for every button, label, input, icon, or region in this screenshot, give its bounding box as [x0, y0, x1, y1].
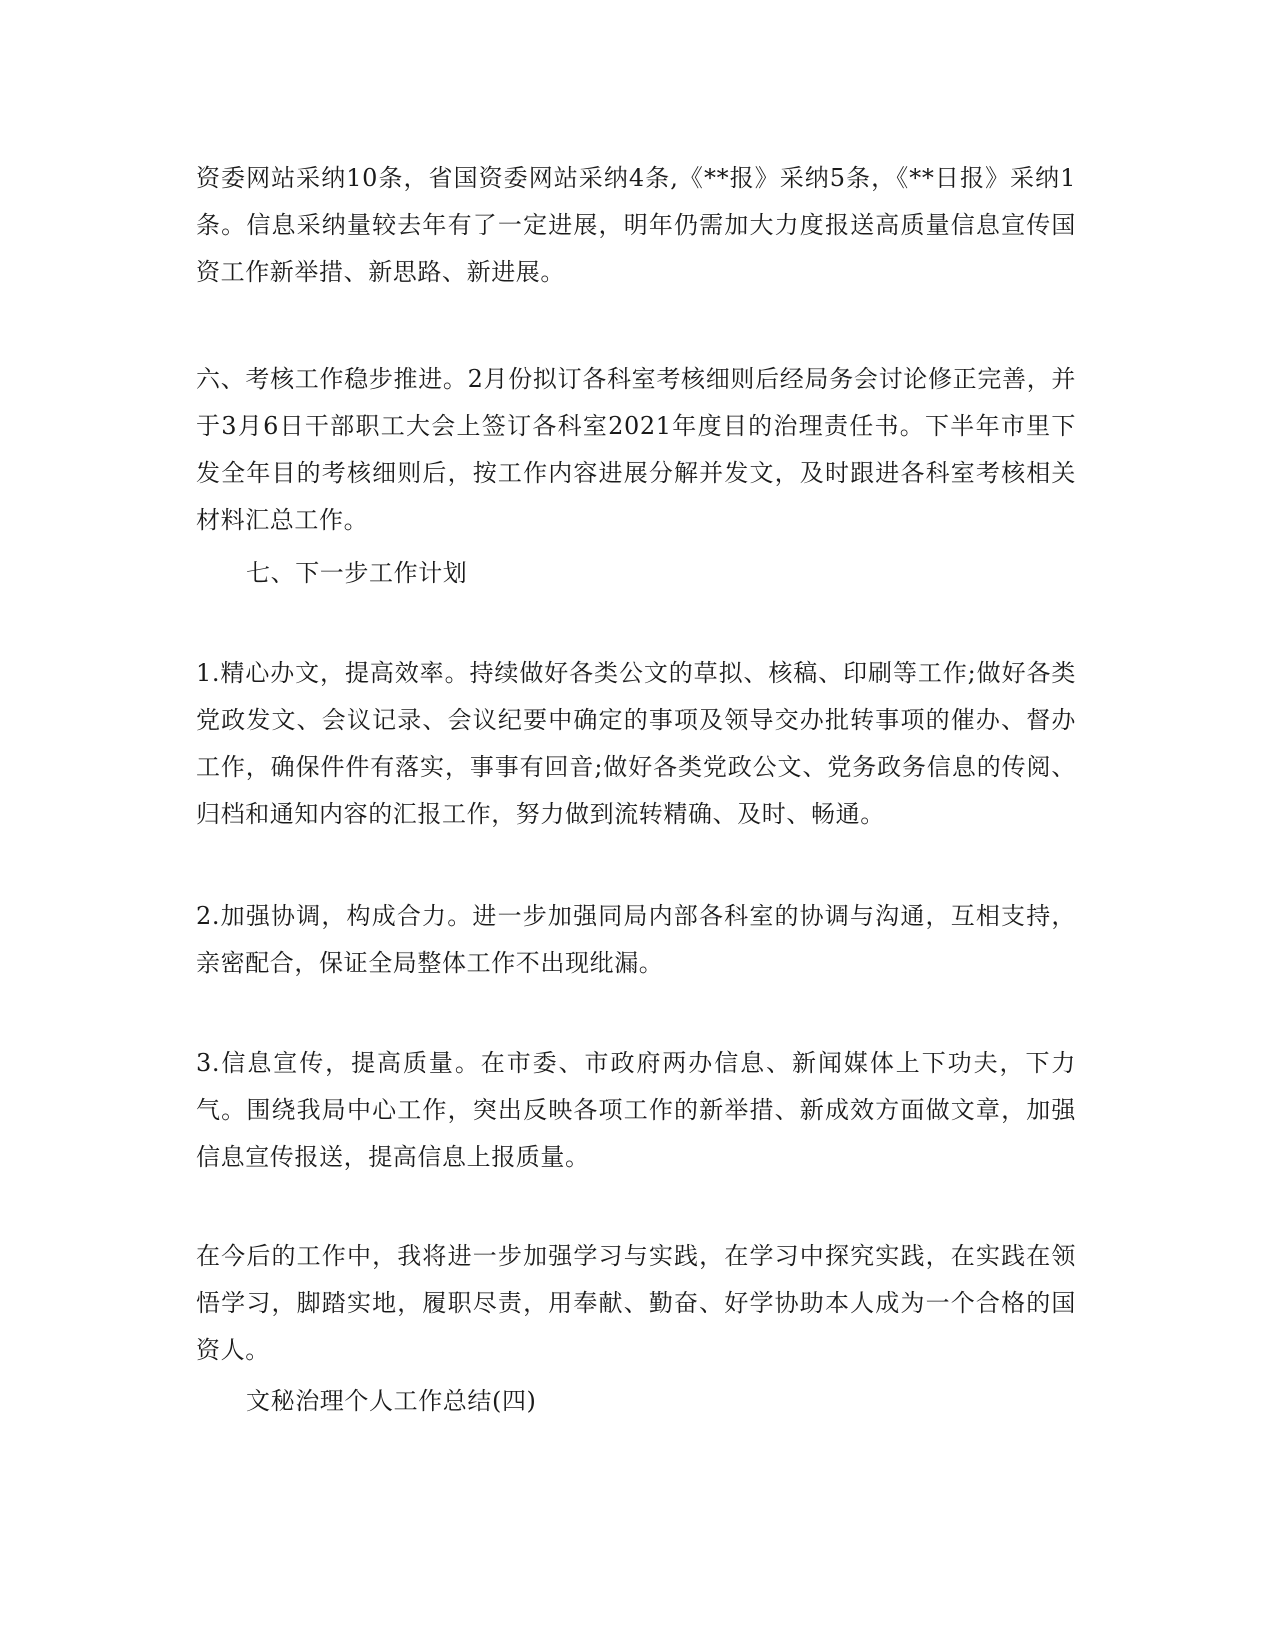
paragraph-plan-item-2: 2.加强协调，构成合力。进一步加强同局内部各科室的协调与沟通，互相支持，亲密配合，保证全局整体工作不出现纰漏。 [196, 902, 1076, 977]
paragraph-plan-item-1: 1.精心办文，提高效率。持续做好各类公文的草拟、核稿、印刷等工作;做好各类党政发文、会议记录、会议纪要中确定的事项及领导交办批转事项的催办、督办工作，确保件件有落实，事事有回音;做好各类党政公文、党务政务信息的传阅、归档和通知内容的汇报工作，努力做到流转精确、及时、畅通。 [196, 659, 1076, 828]
heading-section-seven-next-plan: 七、下一步工作计划 [246, 559, 468, 587]
heading-summary-four: 文秘治理个人工作总结(四) [246, 1387, 537, 1415]
paragraph-info-adoption: 资委网站采纳10条，省国资委网站采纳4条,《**报》采纳5条，《**日报》采纳1条。信息采纳量较去年有了一定进展，明年仍需加大力度报送高质量信息宣传国资工作新举措、新思路、新进展。 [196, 164, 1076, 286]
paragraph-section-six-assessment: 六、考核工作稳步推进。2月份拟订各科室考核细则后经局务会讨论修正完善，并于3月6日干部职工大会上签订各科室2021年度目的治理责任书。下半年市里下发全年目的考核细则后，按工作内容进展分解并发文，及时跟进各科室考核相关材料汇总工作。 [196, 365, 1076, 534]
paragraph-plan-item-3: 3.信息宣传，提高质量。在市委、市政府两办信息、新闻媒体上下功夫，下力气。围绕我局中心工作，突出反映各项工作的新举措、新成效方面做文章，加强信息宣传报送，提高信息上报质量。 [196, 1049, 1076, 1171]
paragraph-closing: 在今后的工作中，我将进一步加强学习与实践，在学习中探究实践，在实践在领悟学习，脚踏实地，履职尽责，用奉献、勤奋、好学协助本人成为一个合格的国资人。 [196, 1242, 1076, 1364]
